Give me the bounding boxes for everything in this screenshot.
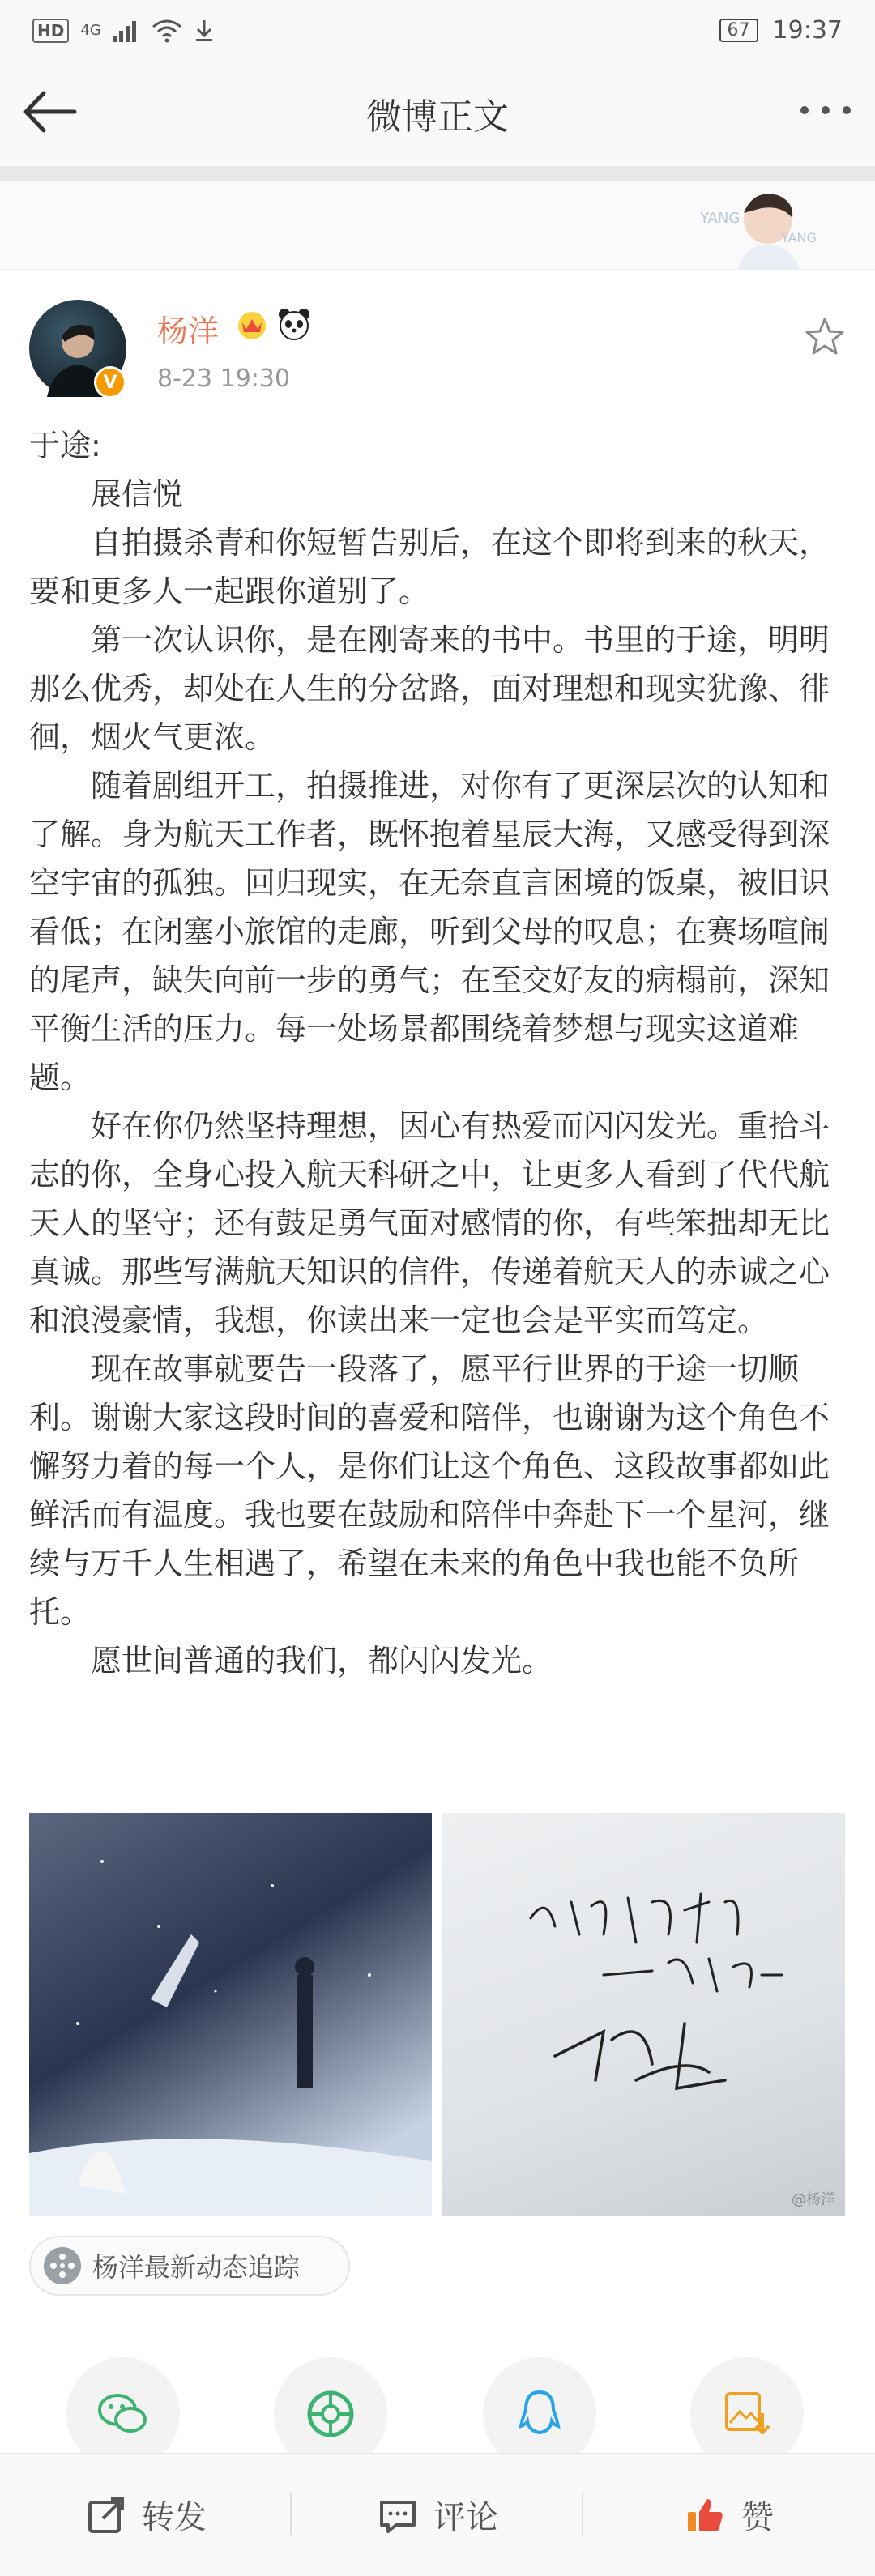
nav-bar [0,61,875,166]
comment-icon [377,2494,419,2536]
svg-text:YANG: YANG [700,210,741,227]
topic-tag[interactable] [29,2236,350,2296]
svg-text:YANG: YANG [781,230,817,245]
post-body [29,421,849,1685]
post-image-book-cover[interactable] [29,1813,432,2216]
repost-label: 转发 [142,2499,207,2536]
book-cover-illustration [29,1813,432,2216]
verified-badge-icon: V [94,366,126,399]
page-title: 微博正文 [366,96,509,138]
topic-tag-label: 杨洋最新动态追踪 [92,2252,301,2283]
clock: 19:37 [772,16,843,45]
banner-portrait-image [697,181,817,270]
thumbs-up-icon [685,2494,727,2536]
banner [0,181,875,270]
image-watermark: @杨洋 [378,2191,422,2208]
status-right [719,16,843,45]
comment-label: 评论 [433,2499,498,2536]
bottom-toolbar [0,2453,875,2576]
post-paragraph: 现在故事就要告一段落了，愿平行世界的于途一切顺利。谢谢大家这段时间的喜爱和陪伴，也谢谢为这个角色不懈努力着的每一个人，是你们让这个角色、这段故事都如此鲜活而有温度。我也要在鼓励和陪伴中奔赴下一个星河，继续与万千人生相遇了，希望在未来的角色中我也能不负所托。 [29,1351,830,1630]
like-button[interactable] [583,2454,875,2576]
post-paragraph: 第一次认识你，是在刚寄来的书中。书里的于途，明明那么优秀，却处在人生的分岔路，面对理想和现实犹豫、徘徊，烟火气更浓。 [29,622,830,755]
share-row [0,2357,875,2454]
hd-indicator: HD [32,19,69,43]
post-image-signature[interactable] [442,1813,845,2216]
download-icon [194,19,215,43]
repost-button[interactable] [0,2454,292,2576]
handwritten-signature [442,1813,845,2216]
comment-button[interactable] [292,2454,583,2576]
like-label: 赞 [741,2499,774,2536]
arrow-left-icon[interactable] [18,83,83,140]
signal-icon [113,19,140,42]
post-paragraph: 随着剧组开工，拍摄推进，对你有了更深层次的认知和了解。身为航天工作者，既怀抱着星辰大海，又感受得到深空宇宙的孤独。回归现实，在无奈直言困境的饭桌，被旧识看低；在闭塞小旅馆的走廊，听到父母的叹息；在赛场喧闹的尾声，缺失向前一步的勇气；在至交好友的病榻前，深知平衡生活的压力。每一处场景都围绕着梦想与现实这道难题。 [29,768,830,1095]
wifi-icon [152,19,182,43]
post-paragraph: 于途: [29,428,101,463]
crown-badge-icon[interactable] [234,306,270,342]
network-type: 4G [80,22,101,39]
favorite-star-icon[interactable] [802,314,847,360]
topic-icon [44,2247,81,2284]
status-left [32,19,215,43]
post-paragraph: 自拍摄杀青和你短暂告别后，在这个即将到来的秋天，要和更多人一起跟你道别了。 [29,525,830,609]
post-paragraph: 愿世间普通的我们，都闪闪发光。 [91,1643,553,1678]
status-bar [0,0,875,61]
battery-icon: 67 [719,19,758,42]
post-header [29,300,847,405]
repost-icon [85,2494,127,2536]
username[interactable]: 杨洋 [157,313,220,349]
post-paragraph: 好在你仍然坚持理想，因心有热爱而闪闪发光。重拾斗志的你，全身心投入航天科研之中，让更多人看到了代代航天人的坚守；还有鼓足勇气面对感情的你，有些笨拙却无比真诚。那些写满航天知识的信件，传递着航天人的赤诚之心和浪漫豪情，我想，你读出来一定也会是平实而笃定。 [29,1108,830,1338]
post-paragraph: 展信悦 [91,476,184,512]
panda-badge-icon[interactable] [276,306,312,342]
image-watermark: @杨洋 [792,2191,835,2208]
divider [0,166,875,181]
more-dots-icon[interactable] [800,106,851,114]
post-timestamp: 8-23 19:30 [157,365,291,393]
